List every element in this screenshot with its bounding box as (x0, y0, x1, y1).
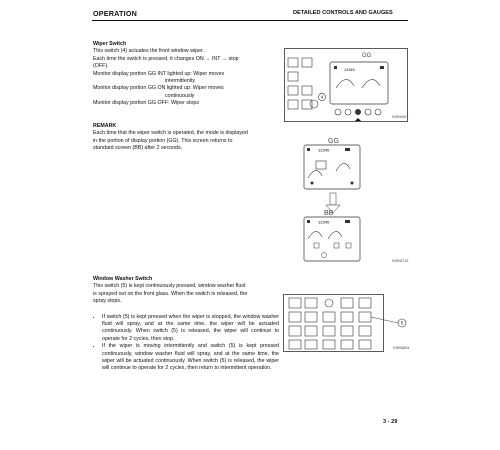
remark-line: Each time that the wiper switch is operated, the mode is displayed (93, 130, 248, 137)
wiper-line: Monitor display portion GG ON lighted up: Wiper moves (93, 85, 224, 92)
fig2-display-top: 12345 (318, 147, 330, 153)
washer-bullet: • If the wiper is moving intermittently and switch (5) is kept pressed continuously, window washer fluid will spray, and at the same time, the wiper will be actuated continuously. When switch (5) is released, the wiper will continue to operate for 2 cycles, then return to intermittent operation. (102, 343, 279, 373)
fig3-code: 9JH06834 (393, 346, 410, 350)
washer-section (93, 276, 279, 373)
remark-section (93, 123, 278, 153)
washer-heading: Window Washer Switch (93, 276, 153, 282)
wiper-line: Each time the switch is pressed, it changes ON → INT → stop (93, 55, 239, 62)
washer-bullets (93, 314, 279, 373)
wiper-line: intermittently (165, 78, 196, 85)
washer-bullet: • If switch (5) is kept pressed when the wiper is stopped, the window washer fluid will spray, and at the same time, the wiper will be actuated continuously. When switch (5) is released, the wiper will continue to operate for 2 cycles, then stop. (102, 314, 279, 344)
wiper-line: (OFF). (93, 63, 109, 70)
remark-line: standard screen (BB) after 2 seconds. (93, 145, 183, 152)
fig3-callout: 5 (400, 320, 404, 326)
washer-line: is sprayed out on the front glass. When the switch is released, the (93, 290, 248, 297)
wiper-line: continuously (165, 92, 195, 99)
header-rule (92, 20, 408, 21)
page-header-section: OPERATION (93, 9, 137, 18)
wiper-line: This switch (4) actuates the front window wiper. (93, 48, 204, 55)
fig2-display-bottom: 12345 (318, 219, 330, 225)
fig1-code: 9JH06307 (392, 115, 409, 119)
fig2-code: 9JH06715 (392, 259, 409, 263)
washer-line: spray stops. (93, 298, 122, 305)
fig1-gg-label: GG (362, 53, 372, 59)
remark-line: in the portion of display portion (GG). This screen returns to (93, 137, 233, 144)
wiper-line: Monitor display portion GG INT lighted up: Wiper moves (93, 70, 225, 77)
washer-switches-drawing (283, 294, 411, 352)
figure-wiper-panel (284, 48, 408, 122)
wiper-heading: Wiper Switch (93, 41, 127, 47)
wiper-panel-drawing (284, 48, 408, 122)
fig1-callout: 4 (320, 94, 324, 100)
fig2-bb-label: BB (324, 210, 334, 217)
page-header-title: DETAILED CONTROLS AND GAUGES (293, 10, 393, 16)
wiper-line: Monitor display portion GG OFF: Wiper stops (93, 100, 199, 107)
fig1-display-value: 12345 (344, 68, 355, 72)
display-modes-drawing (284, 133, 408, 271)
wiper-section (93, 41, 268, 108)
washer-line: This switch (5) is kept continuously pressed, window washer fluid (93, 283, 246, 290)
figure-display-modes (284, 133, 408, 271)
remark-heading: REMARK (93, 123, 117, 129)
fig2-gg-label: GG (328, 138, 339, 145)
figure-washer-switches (283, 294, 411, 352)
page-number: 3 - 29 (383, 419, 398, 425)
